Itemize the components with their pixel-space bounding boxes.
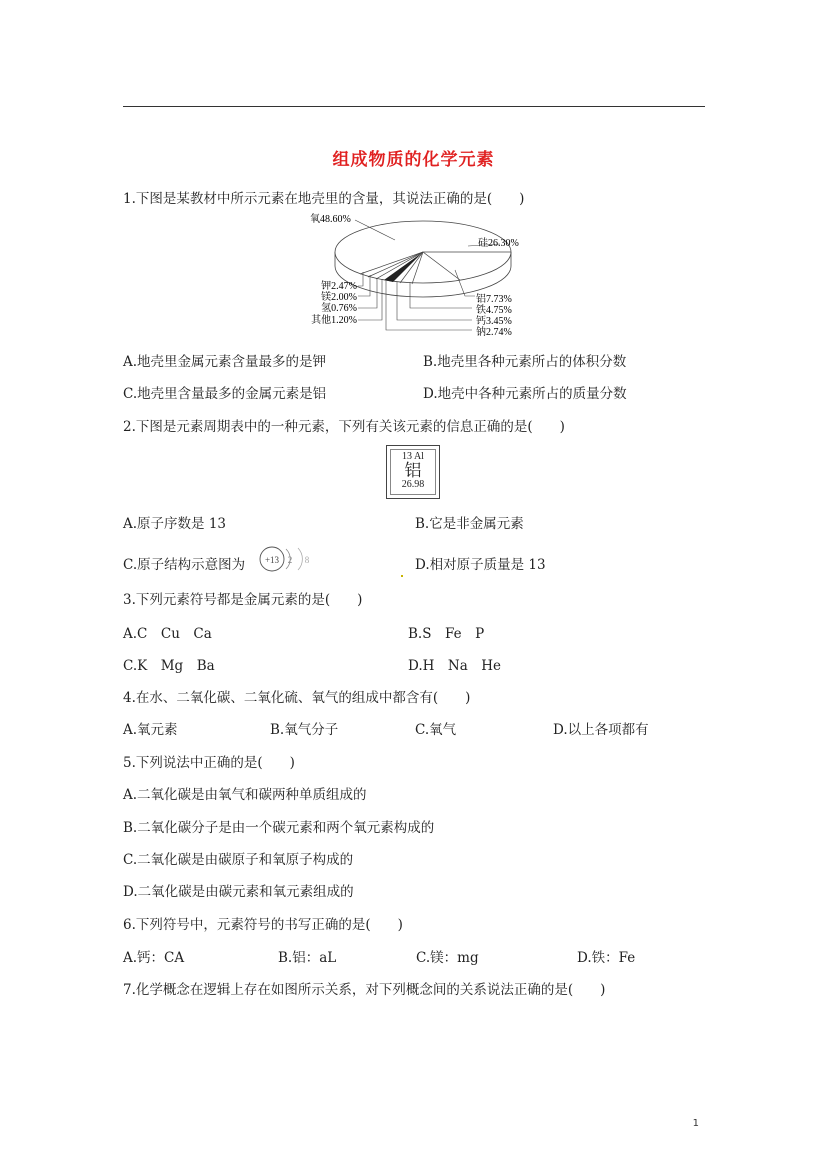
q6-option-c: C.镁：mg: [416, 950, 479, 966]
label-oxygen: 氧48.60%: [310, 214, 351, 225]
q2-option-d: D.相对原子质量是 13: [415, 557, 546, 573]
periodic-table-cell: [386, 445, 440, 499]
q6-option-d: D.铁：Fe: [577, 950, 636, 966]
page-number: 1: [692, 1118, 699, 1129]
q3-option-c: C.K Mg Ba: [123, 658, 215, 674]
label-hydrogen: 氢0.76%: [321, 303, 357, 314]
q1-option-a: A.地壳里金属元素含量最多的是钾: [123, 354, 327, 370]
header-rule: [123, 106, 705, 107]
q5-option-a: A.二氧化碳是由氧气和碳两种单质组成的: [123, 787, 367, 803]
label-calcium: 钙3.45%: [476, 316, 512, 327]
q6-stem: 6.下列符号中，元素符号的书写正确的是( ): [123, 917, 403, 933]
q6-option-a: A.钙：CA: [123, 950, 185, 966]
cell-element-name: 铝: [404, 461, 422, 480]
stray-mark: [401, 575, 403, 577]
q4-option-d: D.以上各项都有: [553, 722, 649, 738]
page-title: 组成物质的化学元素: [332, 150, 495, 170]
label-magnesium: 镁2.00%: [321, 292, 357, 303]
q3-option-b: B.S Fe P: [408, 626, 485, 642]
label-iron: 铁4.75%: [476, 305, 512, 316]
q3-option-a: A.C Cu Ca: [123, 626, 212, 642]
q3-stem: 3.下列元素符号都是金属元素的是( ): [123, 592, 363, 608]
q2-option-c: C.原子结构示意图为: [123, 557, 246, 573]
q4-option-a: A.氧元素: [123, 722, 178, 738]
atomic-structure-diagram: [256, 543, 318, 575]
q1-stem: 1.下图是某教材中所示元素在地壳里的含量，其说法正确的是( ): [123, 191, 525, 207]
cell-number-symbol: 13 Al: [402, 451, 424, 462]
q5-option-d: D.二氧化碳是由碳元素和氧元素组成的: [123, 884, 354, 900]
q1-option-b: B.地壳里各种元素所占的体积分数: [423, 354, 627, 370]
label-silicon: 硅26.30%: [478, 238, 519, 249]
q1-option-c: C.地壳里含量最多的金属元素是铝: [123, 386, 327, 402]
q3-option-d: D.H Na He: [408, 658, 502, 674]
q6-option-b: B.铝：aL: [278, 950, 337, 966]
label-sodium: 钠2.74%: [476, 327, 512, 338]
nucleus-charge: +13: [264, 555, 280, 565]
cell-atomic-mass: 26.98: [401, 479, 425, 490]
q2-option-a: A.原子序数是 13: [123, 516, 227, 532]
q2-stem: 2.下图是元素周期表中的一种元素，下列有关该元素的信息正确的是( ): [123, 419, 565, 435]
q5-stem: 5.下列说法中正确的是( ): [123, 755, 295, 771]
label-aluminum: 铝7.73%: [476, 294, 512, 305]
crust-pie-chart: [300, 210, 560, 338]
q5-option-b: B.二氧化碳分子是由一个碳元素和两个氧元素构成的: [123, 820, 435, 836]
shell-1-electrons: 2: [287, 555, 293, 565]
q4-option-c: C.氧气: [415, 722, 457, 738]
q7-stem: 7.化学概念在逻辑上存在如图所示关系，对下列概念间的关系说法正确的是( ): [123, 982, 606, 998]
label-potassium: 钾2.47%: [321, 281, 357, 292]
label-other: 其他1.20%: [311, 315, 357, 326]
q1-option-d: D.地壳中各种元素所占的质量分数: [423, 386, 627, 402]
q2-option-b: B.它是非金属元素: [415, 516, 524, 532]
q5-option-c: C.二氧化碳是由碳原子和氧原子构成的: [123, 852, 354, 868]
shell-2-electrons: 8: [304, 555, 310, 565]
q4-option-b: B.氧气分子: [270, 722, 339, 738]
q4-stem: 4.在水、二氧化碳、二氧化硫、氧气的组成中都含有( ): [123, 690, 471, 706]
